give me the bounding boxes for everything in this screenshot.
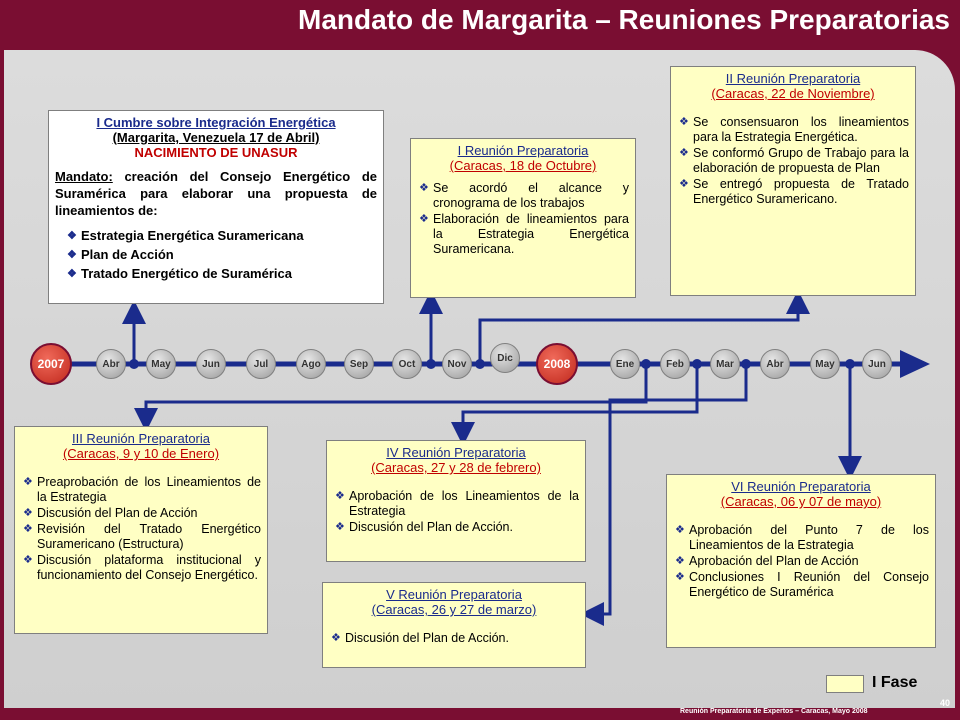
list-item: ❖ Se entregó propuesta de Tratado Energético Suramericano. [677,177,909,207]
month-feb-2008: Feb [660,349,690,379]
month-may-2008: May [810,349,840,379]
reunion-6-title: VI Reunión Preparatoria [731,479,871,494]
month-ago-2007: Ago [296,349,326,379]
cumbre-highlight: NACIMIENTO DE UNASUR [134,145,298,160]
reunion-3-subtitle: (Caracas, 9 y 10 de Enero) [62,446,220,461]
year-2007: 2007 [30,343,72,385]
month-sep-2007: Sep [344,349,374,379]
list-item: ❖ Aprobación del Punto 7 de los Lineamientos de la Estrategia [673,523,929,553]
month-jul-2007: Jul [246,349,276,379]
list-item: ❖ Se consensuaron los lineamientos para la Estrategia Energética. [677,115,909,145]
list-item: ❖ Aprobación del Plan de Acción [673,554,929,569]
month-jun-2007: Jun [196,349,226,379]
reunion-2-list [677,115,909,207]
reunion-4-subtitle: (Caracas, 27 y 28 de febrero) [371,460,541,475]
month-oct-2007: Oct [392,349,422,379]
month-dic-2007: Dic [490,343,520,373]
reunion-4-list [333,489,579,535]
cumbre-mandato [55,168,377,219]
reunion-3-box [14,426,268,634]
reunion-6-subtitle: (Caracas, 06 y 07 de mayo) [720,494,882,509]
cumbre-subtitle: (Margarita, Venezuela 17 de Abril) [112,130,320,145]
reunion-1-box [410,138,636,298]
reunion-1-list [417,181,629,257]
reunion-5-box [322,582,586,668]
mandato-text: creación del Consejo Energético de Suramérica para elaborar una propuesta de lineamientos de: [55,169,377,218]
list-item: ❖ Discusión del Plan de Acción. [333,520,579,535]
list-item: ❖ Discusión plataforma institucional y funcionamiento del Consejo Energético. [21,553,261,583]
list-item: ❖ Tratado Energético de Suramérica [65,265,377,283]
legend-label: I Fase [872,674,918,691]
reunion-6-list [673,523,929,600]
reunion-2-subtitle: (Caracas, 22 de Noviembre) [711,86,875,101]
month-jun-2008: Jun [862,349,892,379]
month-ene-2008: Ene [610,349,640,379]
reunion-3-list [21,475,261,583]
reunion-4-title: IV Reunión Preparatoria [386,445,526,460]
reunion-5-subtitle: (Caracas, 26 y 27 de marzo) [371,602,537,617]
reunion-4-box [326,440,586,562]
mandato-label: Mandato: [55,169,113,184]
reunion-3-title: III Reunión Preparatoria [71,431,211,446]
footer-text: Reunión Preparatoria de Expertos – Caracas, Mayo 2008 [680,708,868,715]
list-item: ❖ Aprobación de los Lineamientos de la Estrategia [333,489,579,519]
list-item: ❖ Elaboración de lineamientos para la Estrategia Energética Suramericana. [417,212,629,257]
cumbre-title: I Cumbre sobre Integración Energética [96,115,336,130]
page-title: Mandato de Margarita – Reuniones Preparatorias [298,4,950,35]
timeline-arrow-icon [900,350,930,378]
reunion-5-title: V Reunión Preparatoria [386,587,522,602]
year-2008: 2008 [536,343,578,385]
cumbre-list [55,227,377,283]
list-item: ❖ Discusión del Plan de Acción. [329,631,579,646]
cumbre-box [48,110,384,304]
legend-swatch [826,675,864,693]
reunion-2-box [670,66,916,296]
list-item: ❖ Preaprobación de los Lineamientos de la Estrategia [21,475,261,505]
month-nov-2007: Nov [442,349,472,379]
list-item: ❖ Se conformó Grupo de Trabajo para la elaboración de propuesta de Plan [677,146,909,176]
list-item: ❖ Conclusiones I Reunión del Consejo Energético de Suramérica [673,570,929,600]
list-item: ❖ Revisión del Tratado Energético Suramericano (Estructura) [21,522,261,552]
list-item: ❖ Plan de Acción [65,246,377,264]
page-number: 40 [940,698,951,708]
reunion-1-subtitle: (Caracas, 18 de Octubre) [449,158,597,173]
reunion-2-title: II Reunión Preparatoria [725,71,861,86]
month-abr-2007: Abr [96,349,126,379]
list-item: ❖ Estrategia Energética Suramericana [65,227,377,245]
list-item: ❖ Discusión del Plan de Acción [21,506,261,521]
list-item: ❖ Se acordó el alcance y cronograma de los trabajos [417,181,629,211]
month-may-2007: May [146,349,176,379]
month-abr-2008: Abr [760,349,790,379]
reunion-6-box [666,474,936,648]
month-mar-2008: Mar [710,349,740,379]
reunion-1-title: I Reunión Preparatoria [457,143,589,158]
reunion-5-list [329,631,579,646]
